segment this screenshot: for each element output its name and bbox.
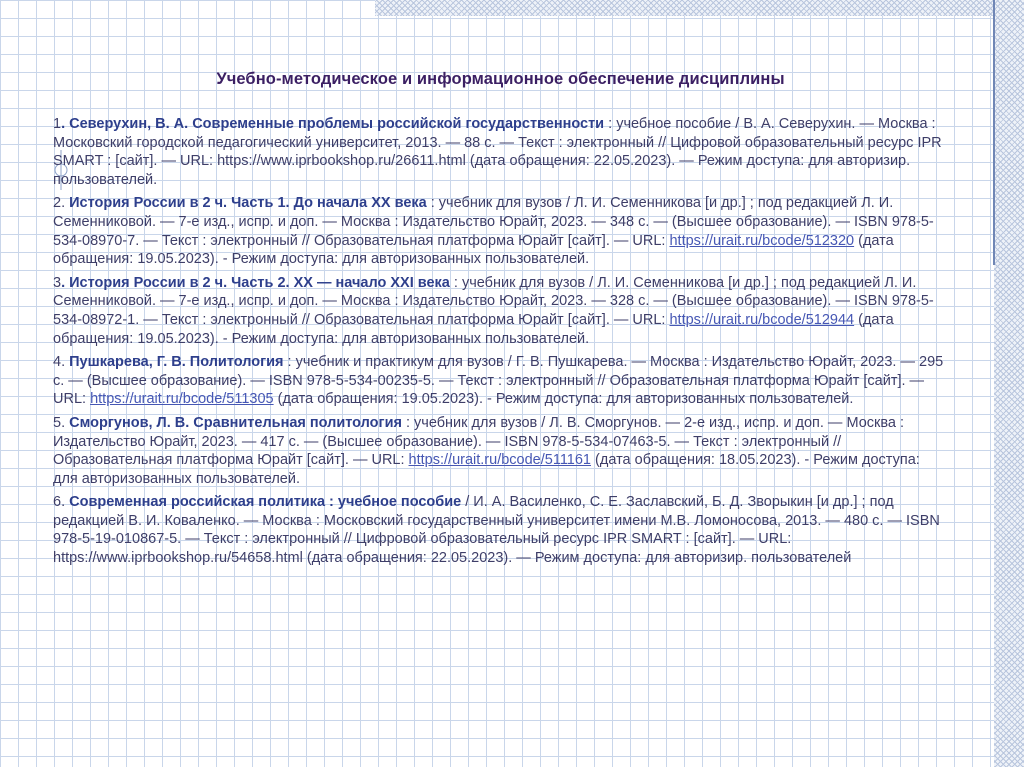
reference-item bbox=[53, 353, 948, 409]
reference-details: : учебное пособие / В. А. Северухин. — Москва : Московский городской педагогический университет, 2013. — 88 с. — Текст : электронный // Цифровой образовательный ресурс IPR SMART : [сайт]. — URL: https://www.iprbookshop.ru/26611.html (дата обращения: 22.05.2023). — Режим доступа: для авторизир. пользователей. bbox=[53, 116, 942, 188]
reference-number: 2. bbox=[53, 195, 70, 212]
reference-access: (дата обращения: 19.05.2023). - Режим доступа: для авторизованных пользователей. bbox=[53, 311, 894, 347]
decorative-vertical-line bbox=[993, 0, 995, 265]
reference-item bbox=[53, 194, 948, 268]
reference-link[interactable]: https://urait.ru/bcode/512320 bbox=[669, 232, 855, 249]
reference-number: 6. bbox=[53, 494, 70, 511]
page-title: Учебно-методическое и информационное обеспечение дисциплины bbox=[216, 70, 785, 88]
decorative-top-band bbox=[375, 0, 995, 16]
reference-title: История России в 2 ч. Часть 1. До начала XX века bbox=[69, 195, 427, 212]
reference-title: Пушкарева, Г. В. Политология bbox=[69, 354, 284, 371]
reference-access: (дата обращения: 19.05.2023). - Режим доступа: для авторизованных пользователей. bbox=[273, 391, 854, 408]
reference-access: (дата обращения: 18.05.2023). - Режим доступа: для авторизованных пользователей. bbox=[53, 452, 920, 487]
reference-details: : учебник для вузов / Л. И. Семенникова [и др.] ; под редакцией Л. И. Семенниковой. — 7-е изд., испр. и доп. — Москва : Издательство Юрайт, 2023. — 348 с. — (Высшее образование). — ISBN 978-5-534-08970-7. — Текст : электронный // Образовательная платформа Юрайт [сайт]. — URL: bbox=[53, 195, 934, 249]
reference-access: (дата обращения: 19.05.2023). - Режим доступа: для авторизованных пользователей. bbox=[53, 232, 894, 268]
reference-title: Сморгунов, Л. В. Сравнительная политология bbox=[69, 414, 402, 431]
reference-item bbox=[53, 414, 948, 488]
reference-link[interactable]: https://urait.ru/bcode/512944 bbox=[669, 311, 855, 328]
document-body bbox=[53, 70, 948, 573]
reference-item bbox=[53, 493, 948, 567]
reference-details: / И. А. Василенко, С. Е. Заславский, Б. Д. Зворыкин [и др.] ; под редакцией В. И. Коваленко. — Москва : Московский государственный университет имени М.В. Ломоносова, 2013. — 480 с. — ISBN 978-5-19-010867-5. — Текст : электронный // Цифровой образовательный ресурс IPR SMART : [сайт]. — URL: https://www.iprbookshop.ru/54658.html (дата обращения: 22.05.2023). — Режим доступа: для авторизир. пользователей bbox=[53, 494, 940, 567]
reference-link[interactable]: https://urait.ru/bcode/511305 bbox=[90, 391, 274, 408]
reference-number: 4. bbox=[53, 354, 70, 371]
reference-details: : учебник для вузов / Л. И. Семенникова [и др.] ; под редакцией Л. И. Семенниковой. — 7-е изд., испр. и доп. — Москва : Издательство Юрайт, 2023. — 328 с. — (Высшее образование). — ISBN 978-5-534-08972-1. — Текст : электронный // Образовательная платформа Юрайт [сайт]. — URL: bbox=[53, 274, 934, 328]
decorative-right-bar bbox=[994, 0, 1024, 767]
reference-number: 5. bbox=[53, 414, 70, 431]
reference-details: : учебник для вузов / Л. В. Сморгунов. — 2-е изд., испр. и доп. — Москва : Издательство Юрайт, 2023. — 417 с. — (Высшее образование). — ISBN 978-5-534-07463-5. — Текст : электронный // Образовательная платформа Юрайт [сайт]. — URL: bbox=[53, 414, 905, 469]
reference-details: : учебник и практикум для вузов / Г. В. Пушкарева. — Москва : Издательство Юрайт, 2023. — 295 с. — (Высшее образование). — ISBN 978-5-534-00235-5. — Текст : электронный // Образовательная платформа Юрайт [сайт]. — URL: bbox=[53, 354, 944, 408]
reference-number: 1 bbox=[53, 116, 62, 132]
reference-item bbox=[53, 115, 948, 189]
reference-title: . Северухин, В. А. Современные проблемы российской государственности bbox=[61, 116, 605, 132]
reference-number: 3 bbox=[53, 274, 62, 291]
reference-item bbox=[53, 274, 948, 348]
reference-link[interactable]: https://urait.ru/bcode/511161 bbox=[408, 452, 591, 469]
reference-title: Современная российская политика : учебное пособие bbox=[69, 494, 462, 511]
reference-title: . История России в 2 ч. Часть 2. XX — начало XXI века bbox=[61, 274, 450, 291]
